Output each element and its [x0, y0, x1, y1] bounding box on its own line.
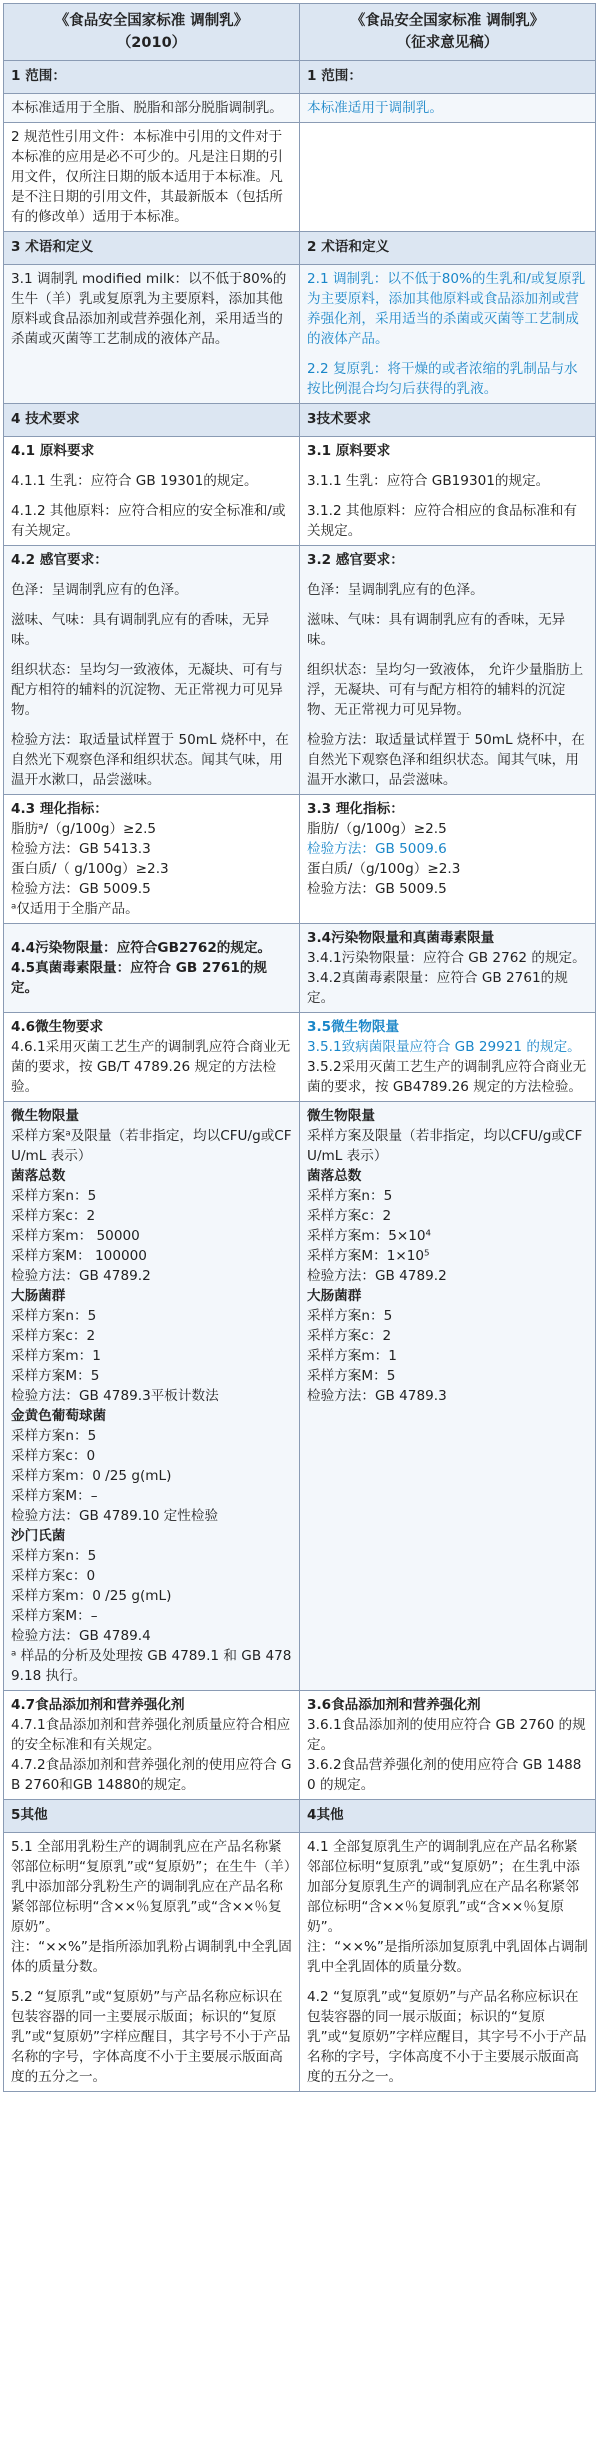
cell-text: 采样方案m： 50000: [11, 1228, 140, 1244]
cell-text: 菌落总数: [11, 1168, 66, 1184]
spacer: [11, 570, 292, 580]
table-row: [4, 94, 596, 123]
cell-text: 色泽：呈调制乳应有的色泽。: [11, 582, 188, 598]
section-heading-right: 1 范围：: [300, 61, 596, 94]
cell-2010: [4, 94, 300, 123]
cell-text: 3.1.2 其他原料：应符合相应的食品标准和有关规定。: [307, 503, 578, 539]
cell-draft: [300, 123, 596, 232]
section-heading-left: 3 术语和定义: [4, 232, 300, 265]
cell-text: 采样方案M：–: [11, 1608, 98, 1624]
cell-text: 菌落总数: [307, 1168, 362, 1184]
cell-text: 注：“××%”是指所添加复原乳中乳固体占调制乳中全乳固体的质量分数。: [307, 1939, 588, 1975]
header-left-title: 《食品安全国家标准 调制乳》: [54, 13, 249, 29]
cell-text: 组织状态：呈均匀一致液体， 允许少量脂肪上浮，无凝块、可有与配方相符的辅料的沉淀物、无正常视力可见异物。: [307, 662, 584, 718]
section-heading-row: [4, 1800, 596, 1833]
cell-text: 3.5.2采用灭菌工艺生产的调制乳应符合商业无菌的要求，按 GB4789.26 规定的方法检验。: [307, 1059, 587, 1095]
cell-text: 检验方法：GB 4789.2: [11, 1268, 151, 1284]
section-heading-right: 3技术要求: [300, 404, 596, 437]
cell-draft: [300, 1102, 596, 1691]
cell-2010: [4, 924, 300, 1013]
cell-draft: [300, 1833, 596, 2092]
cell-text: 4.3 理化指标：: [11, 801, 108, 817]
cell-2010: [4, 1013, 300, 1102]
table-row: [4, 1833, 596, 2092]
cell-text: 微生物限量: [307, 1108, 375, 1124]
spacer: [307, 570, 588, 580]
section-heading-row: [4, 232, 596, 265]
cell-text: 采样方案n：5: [11, 1548, 97, 1564]
cell-text: 检验方法：GB 4789.2: [307, 1268, 447, 1284]
cell-draft: [300, 1691, 596, 1800]
cell-text: 3.6食品添加剂和营养强化剂: [307, 1697, 481, 1713]
cell-text: 沙门氏菌: [11, 1528, 66, 1544]
section-heading-row: [4, 404, 596, 437]
cell-text: 采样方案及限量（若非指定，均以CFU/g或CFU/mL 表示）: [307, 1128, 583, 1164]
spacer: [307, 491, 588, 501]
cell-text: 检验方法：GB 4789.3: [307, 1388, 447, 1404]
cell-text: 4.2 “复原乳”或“复原奶”与产品名称应标识在包装容器的同一展示版面；标识的“复原乳”或“复原奶”字样应醒目，其字号不小于产品名称的字号，字体高度不小于主要展示版面高度的五分之一。: [307, 1989, 587, 2085]
cell-text: 2.1 调制乳：以不低于80%的生乳和/或复原乳为主要原料，添加其他原料或食品添加剂或营养强化剂，采用适当的杀菌或灭菌等工艺制成的液体产品。: [307, 271, 586, 347]
spacer: [307, 650, 588, 660]
cell-text: 采样方案M： 100000: [11, 1248, 147, 1264]
header-row: [4, 4, 596, 61]
cell-text: 4.6.1采用灭菌工艺生产的调制乳应符合商业无菌的要求，按 GB/T 4789.26 规定的方法检验。: [11, 1039, 291, 1095]
cell-text: 采样方案c：2: [307, 1208, 392, 1224]
cell-text: 采样方案c：2: [307, 1328, 392, 1344]
cell-text: 采样方案n：5: [11, 1308, 97, 1324]
cell-text: 3.6.2食品营养强化剂的使用应符合 GB 14880 的规定。: [307, 1757, 582, 1793]
section-heading-left: 4 技术要求: [4, 404, 300, 437]
table-body: [4, 61, 596, 2092]
cell-text: 检验方法：取适量试样置于 50mL 烧杯中，在自然光下观察色泽和组织状态。闻其气味，用温开水漱口，品尝滋味。: [11, 732, 289, 788]
spacer: [11, 1977, 292, 1987]
spacer: [11, 650, 292, 660]
cell-text: 3.4污染物限量和真菌毒素限量: [307, 930, 495, 946]
cell-text: 3.5.1致病菌限量应符合 GB 29921 的规定。: [307, 1039, 581, 1055]
cell-draft: [300, 795, 596, 924]
cell-text: 检验方法：GB 4789.4: [11, 1628, 151, 1644]
cell-text: 大肠菌群: [307, 1288, 362, 1304]
cell-text: 3.4.2真菌毒素限量：应符合 GB 2761的规定。: [307, 970, 568, 1006]
cell-text: 4.1 全部复原乳生产的调制乳应在产品名称紧邻部位标明“复原乳”或“复原奶”；在生乳中添加部分复原乳生产的调制乳应在产品名称紧邻部位标明“含××％复原乳”或“含××％复原奶”。: [307, 1839, 580, 1935]
cell-text: 2.2 复原乳：将干燥的或者浓缩的乳制品与水按比例混合均匀后获得的乳液。: [307, 361, 578, 397]
cell-text: 4.1.1 生乳：应符合 GB 19301的规定。: [11, 473, 258, 489]
cell-text: 金黄色葡萄球菌: [11, 1408, 107, 1424]
table-row: [4, 1013, 596, 1102]
spacer: [11, 928, 292, 938]
cell-draft: [300, 924, 596, 1013]
cell-text: ᵃ仅适用于全脂产品。: [11, 901, 139, 917]
table-row: [4, 437, 596, 546]
cell-text: 采样方案ᵃ及限量（若非指定，均以CFU/g或CFU/mL 表示）: [11, 1128, 292, 1164]
cell-text: 4.7食品添加剂和营养强化剂: [11, 1697, 185, 1713]
section-heading-row: [4, 61, 596, 94]
cell-text: 蛋白质/（ g/100g）≥2.3: [11, 861, 169, 877]
table-row: [4, 795, 596, 924]
comparison-table: [3, 3, 596, 2092]
spacer: [307, 461, 588, 471]
cell-text: 4.1.2 其他原料：应符合相应的安全标准和/或有关规定。: [11, 503, 286, 539]
cell-draft: [300, 94, 596, 123]
cell-text: 采样方案c：0: [11, 1568, 96, 1584]
cell-text: 检验方法：GB 4789.3平板计数法: [11, 1388, 219, 1404]
cell-text: 微生物限量: [11, 1108, 79, 1124]
cell-text: 3.1 原料要求: [307, 443, 391, 459]
cell-text: 本标准适用于调制乳。: [307, 100, 443, 116]
cell-text: 3.1 调制乳 modified milk：以不低于80%的生牛（羊）乳或复原乳为主要原料，添加其他原料或食品添加剂或营养强化剂，采用适当的杀菌或灭菌等工艺制成的液体产品。: [11, 271, 287, 347]
cell-text: 采样方案c：2: [11, 1328, 96, 1344]
cell-text: 3.6.1食品添加剂的使用应符合 GB 2760 的规定。: [307, 1717, 586, 1753]
cell-text: 检验方法：GB 5009.5: [307, 881, 447, 897]
cell-text: 采样方案M：–: [11, 1488, 98, 1504]
cell-text: 检验方法：GB 4789.10 定性检验: [11, 1508, 219, 1524]
spacer: [11, 720, 292, 730]
cell-text: 4.7.1食品添加剂和营养强化剂质量应符合相应的安全标准和有关规定。: [11, 1717, 291, 1753]
cell-text: 3.2 感官要求：: [307, 552, 404, 568]
cell-text: 采样方案m：0 /25 g(mL): [11, 1588, 172, 1604]
cell-text: 采样方案M：5: [11, 1368, 100, 1384]
cell-text: 2 规范性引用文件：本标准中引用的文件对于本标准的应用是必不可少的。凡是注日期的引用文件，仅所注日期的版本适用于本标准。凡是不注日期的引用文件，其最新版本（包括所有的修改单）适用于本标准。: [11, 129, 283, 225]
header-right: [300, 4, 596, 61]
cell-text: 组织状态：呈均匀一致液体，无凝块、可有与配方相符的辅料的沉淀物、无正常视力可见异物。: [11, 662, 283, 718]
cell-2010: [4, 1102, 300, 1691]
cell-text: 采样方案c：0: [11, 1448, 96, 1464]
cell-2010: [4, 437, 300, 546]
spacer: [11, 461, 292, 471]
cell-text: 5.2 “复原乳”或“复原奶”与产品名称应标识在包装容器的同一主要展示版面；标识的“复原乳”或“复原奶”字样应醒目，其字号不小于产品名称的字号，字体高度不小于主要展示版面高度的五分之一。: [11, 1989, 291, 2085]
section-heading-left: 1 范围：: [4, 61, 300, 94]
spacer: [307, 349, 588, 359]
cell-text: 4.7.2食品添加剂和营养强化剂的使用应符合 GB 2760和GB 14880的规定。: [11, 1757, 292, 1793]
cell-text: 脂肪/（g/100g）≥2.5: [307, 821, 447, 837]
cell-2010: [4, 795, 300, 924]
cell-text: 4.6微生物要求: [11, 1019, 104, 1035]
cell-text: 采样方案M：5: [307, 1368, 396, 1384]
cell-draft: [300, 265, 596, 404]
cell-draft: [300, 1013, 596, 1102]
spacer: [307, 720, 588, 730]
header-right-note: （征求意见稿）: [396, 35, 499, 51]
cell-text: 采样方案n：5: [307, 1308, 393, 1324]
section-heading-left: 5其他: [4, 1800, 300, 1833]
cell-text: 采样方案m：1: [11, 1348, 101, 1364]
header-left: [4, 4, 300, 61]
table-row: [4, 123, 596, 232]
cell-text: 滋味、气味：具有调制乳应有的香味，无异味。: [11, 612, 270, 648]
cell-2010: [4, 123, 300, 232]
cell-text: 采样方案M：1×10⁵: [307, 1248, 430, 1264]
table-row: [4, 546, 596, 795]
table-row: [4, 265, 596, 404]
cell-text: 采样方案m：1: [307, 1348, 397, 1364]
spacer: [307, 600, 588, 610]
cell-text: 注：“××%”是指所添加乳粉占调制乳中全乳固体的质量分数。: [11, 1939, 292, 1975]
cell-draft: [300, 437, 596, 546]
header-left-year: （2010）: [116, 35, 187, 51]
cell-2010: [4, 265, 300, 404]
cell-2010: [4, 1691, 300, 1800]
cell-text: 采样方案c：2: [11, 1208, 96, 1224]
cell-text: 3.1.1 生乳：应符合 GB19301的规定。: [307, 473, 550, 489]
cell-text: ᵃ 样品的分析及处理按 GB 4789.1 和 GB 4789.18 执行。: [11, 1648, 292, 1684]
cell-text: 3.5微生物限量: [307, 1019, 400, 1035]
cell-text: 检验方法：取适量试样置于 50mL 烧杯中，在自然光下观察色泽和组织状态。闻其气味，用温开水漱口，品尝滋味。: [307, 732, 585, 788]
header-right-title: 《食品安全国家标准 调制乳》: [350, 13, 545, 29]
table-row: [4, 1691, 596, 1800]
cell-text: 色泽：呈调制乳应有的色泽。: [307, 582, 484, 598]
cell-text: 4.5真菌毒素限量：应符合 GB 2761的规定。: [11, 960, 268, 996]
cell-text: 4.4污染物限量：应符合GB2762的规定。: [11, 940, 272, 956]
cell-text: 大肠菌群: [11, 1288, 66, 1304]
spacer: [307, 1977, 588, 1987]
cell-draft: [300, 546, 596, 795]
section-heading-right: 2 术语和定义: [300, 232, 596, 265]
cell-text: 3.4.1污染物限量：应符合 GB 2762 的规定。: [307, 950, 586, 966]
cell-text: 检验方法：GB 5009.5: [11, 881, 151, 897]
cell-text: 采样方案n：5: [11, 1188, 97, 1204]
cell-2010: [4, 546, 300, 795]
cell-text: 4.2 感官要求：: [11, 552, 108, 568]
spacer: [11, 491, 292, 501]
spacer: [11, 600, 292, 610]
cell-text: 5.1 全部用乳粉生产的调制乳应在产品名称紧邻部位标明“复原乳”或“复原奶”；在生牛（羊）乳中添加部分乳粉生产的调制乳应在产品名称紧邻部位标明“含××％复原乳”或“含××％复原奶”。: [11, 1839, 291, 1935]
cell-text: 采样方案m：5×10⁴: [307, 1228, 431, 1244]
cell-text: 检验方法：GB 5009.6: [307, 841, 447, 857]
cell-2010: [4, 1833, 300, 2092]
section-heading-right: 4其他: [300, 1800, 596, 1833]
table-row: [4, 924, 596, 1013]
cell-text: 检验方法：GB 5413.3: [11, 841, 151, 857]
cell-text: 滋味、气味：具有调制乳应有的香味，无异味。: [307, 612, 566, 648]
cell-text: 脂肪ᵃ/（g/100g）≥2.5: [11, 821, 157, 837]
cell-text: 采样方案n：5: [11, 1428, 97, 1444]
cell-text: 采样方案m：0 /25 g(mL): [11, 1468, 172, 1484]
table-row: [4, 1102, 596, 1691]
cell-text: 本标准适用于全脂、脱脂和部分脱脂调制乳。: [11, 100, 283, 116]
cell-text: 3.3 理化指标：: [307, 801, 404, 817]
cell-text: 蛋白质/（g/100g）≥2.3: [307, 861, 461, 877]
cell-text: 4.1 原料要求: [11, 443, 95, 459]
cell-text: 采样方案n：5: [307, 1188, 393, 1204]
